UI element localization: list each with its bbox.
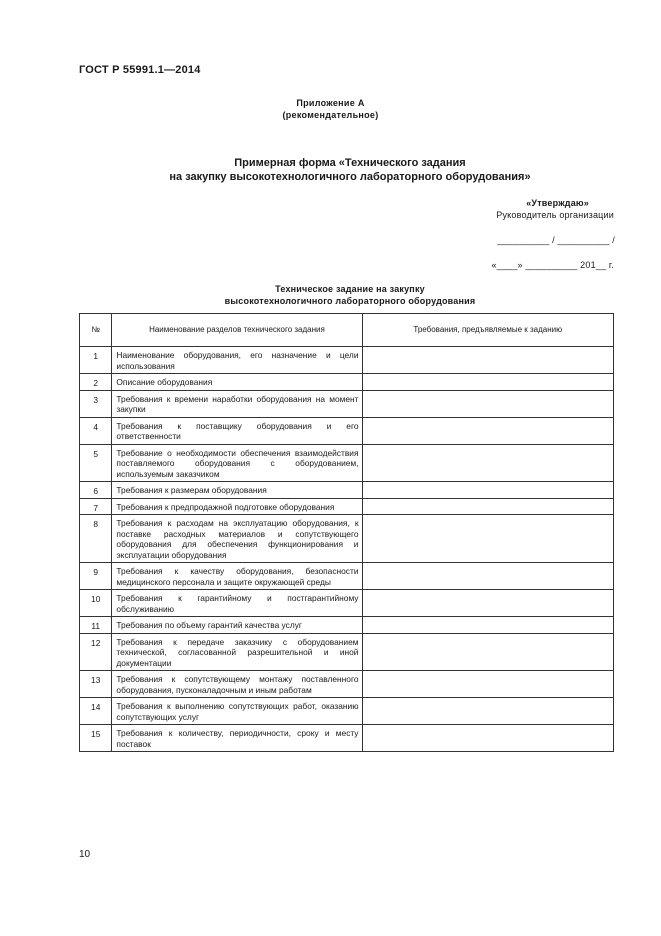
date-line: «____» __________ 201__ г.	[491, 260, 614, 270]
row-number: 14	[80, 698, 112, 725]
table-row	[80, 444, 614, 482]
row-requirement	[362, 590, 614, 617]
row-requirement	[362, 515, 614, 563]
row-requirement	[362, 671, 614, 698]
row-section-name: Требования по объему гарантий качества услуг	[112, 617, 362, 634]
row-number: 6	[80, 482, 112, 499]
row-section-name: Наименование оборудования, его назначение и цели использования	[112, 347, 362, 374]
row-requirement	[362, 563, 614, 590]
row-requirement	[362, 482, 614, 499]
row-number: 11	[80, 617, 112, 634]
row-requirement	[362, 617, 614, 634]
table-title-line1: Техническое задание на закупку	[275, 284, 425, 294]
appendix-subtitle: (рекомендательное)	[282, 110, 379, 120]
table-body	[80, 347, 614, 752]
row-requirement	[362, 347, 614, 374]
row-section-name: Требования к гарантийному и постгарантийному обслуживанию	[112, 590, 362, 617]
signature-line: __________ / __________ /	[497, 235, 615, 245]
row-section-name: Требования к размерам оборудования	[112, 482, 362, 499]
header-number: №	[80, 314, 112, 347]
header-section-name: Наименование разделов технического задания	[112, 314, 362, 347]
table-row	[80, 347, 614, 374]
appendix-title: Приложение А	[296, 98, 365, 108]
row-number: 3	[80, 390, 112, 417]
row-number: 12	[80, 633, 112, 671]
table-row	[80, 563, 614, 590]
row-number: 4	[80, 417, 112, 444]
table-row	[80, 617, 614, 634]
row-requirement	[362, 374, 614, 391]
row-section-name: Требования к сопутствующему монтажу поставленного оборудования, пусконаладочным и иным работам	[112, 671, 362, 698]
table-row	[80, 590, 614, 617]
table-header-row	[80, 314, 614, 347]
table-row	[80, 374, 614, 391]
row-requirement	[362, 498, 614, 515]
row-number: 15	[80, 725, 112, 752]
requirements-table	[79, 313, 614, 752]
row-section-name: Требования к выполнению сопутствующих работ, оказанию сопутствующих услуг	[112, 698, 362, 725]
row-requirement	[362, 633, 614, 671]
row-section-name: Требования к поставщику оборудования и его ответственности	[112, 417, 362, 444]
row-number: 1	[80, 347, 112, 374]
approval-label: «Утверждаю»	[526, 198, 589, 208]
row-requirement	[362, 417, 614, 444]
row-number: 9	[80, 563, 112, 590]
row-requirement	[362, 390, 614, 417]
row-number: 10	[80, 590, 112, 617]
table-row	[80, 671, 614, 698]
table-row	[80, 725, 614, 752]
row-requirement	[362, 444, 614, 482]
form-title-line1: Примерная форма «Технического задания	[234, 157, 466, 169]
table-row	[80, 633, 614, 671]
row-number: 7	[80, 498, 112, 515]
header-requirements: Требования, предъявляемые к заданию	[362, 314, 614, 347]
row-section-name: Требование о необходимости обеспечения взаимодействия поставляемого оборудования с оборудованием, используемым заказчиком	[112, 444, 362, 482]
document-code: ГОСТ Р 55991.1—2014	[79, 64, 201, 76]
table-row	[80, 498, 614, 515]
table-row	[80, 390, 614, 417]
row-requirement	[362, 725, 614, 752]
table-row	[80, 515, 614, 563]
approval-head: Руководитель организации	[496, 210, 614, 220]
form-title-line2: на закупку высокотехнологичного лабораторного оборудования»	[169, 171, 531, 183]
table-row	[80, 482, 614, 499]
page-number: 10	[79, 849, 91, 860]
table-row	[80, 417, 614, 444]
table-row	[80, 698, 614, 725]
table-title-line2: высокотехнологичного лабораторного оборудования	[224, 296, 476, 306]
row-number: 2	[80, 374, 112, 391]
row-section-name: Требования к количеству, периодичности, сроку и месту поставок	[112, 725, 362, 752]
row-number: 5	[80, 444, 112, 482]
row-requirement	[362, 698, 614, 725]
row-number: 13	[80, 671, 112, 698]
row-number: 8	[80, 515, 112, 563]
row-section-name: Требования к времени наработки оборудования на момент закупки	[112, 390, 362, 417]
row-section-name: Требования к качеству оборудования, безопасности медицинского персонала и защите окружающей среды	[112, 563, 362, 590]
row-section-name: Требования к передаче заказчику с оборудованием технической, согласованной разрешительной и иной документации	[112, 633, 362, 671]
row-section-name: Описание оборудования	[112, 374, 362, 391]
row-section-name: Требования к расходам на эксплуатацию оборудования, к поставке расходных материалов и сопутствующего оборудования для обеспечения функционирования и эксплуатации оборудования	[112, 515, 362, 563]
row-section-name: Требования к предпродажной подготовке оборудования	[112, 498, 362, 515]
